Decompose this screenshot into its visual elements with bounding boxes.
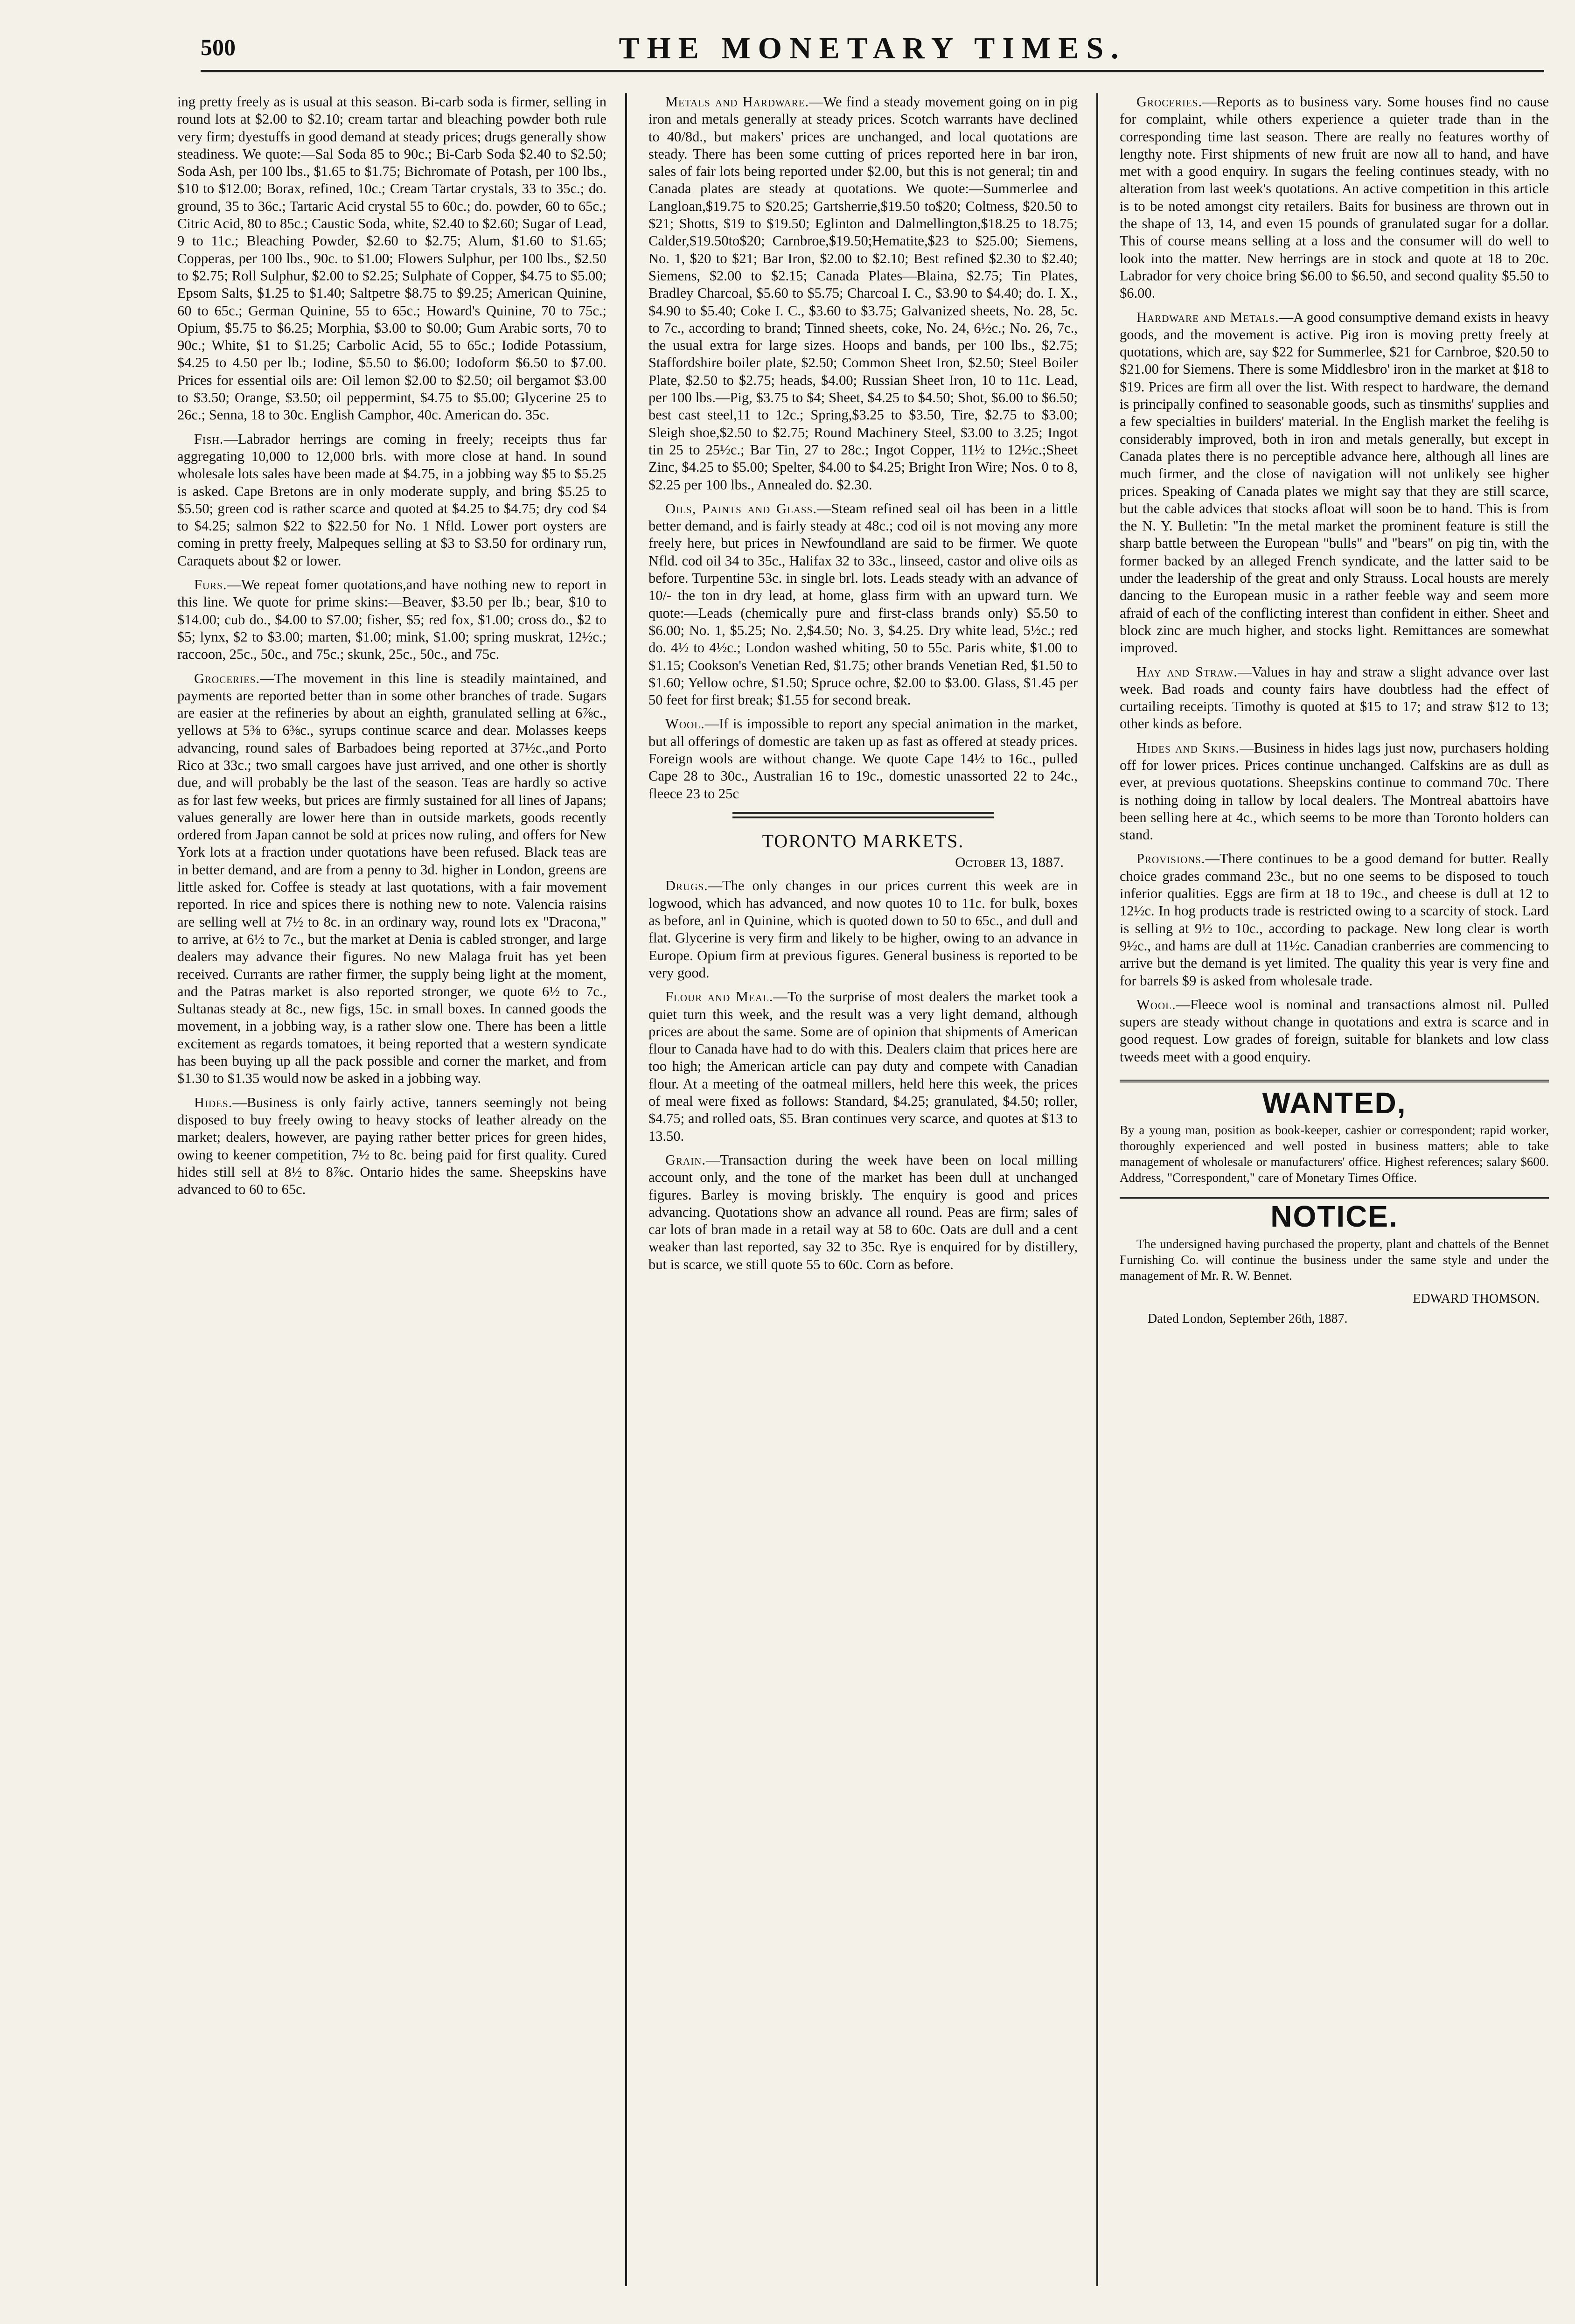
column-divider [1096, 93, 1098, 2286]
paragraph-groceries [177, 670, 606, 1088]
section-text: —Labrador herrings are coming in freely; receipts thus far aggregating 10,000 to 12,000 brls. with more close at hand. In sound wholesale lots sales have been made at $4.75, in a jobbing way $5 to $5.25 is asked. Cape Bretons are in only moderate supply, and bring $5.25 to $5.50; green cod is rather scarce and quoted at $4.25 to $4.75; dry cod $4 to $4.25; salmon $22 to $22.50 for No. 1 Nfld. Lower port oysters are coming in pretty freely, Malpeques selling at $3 to $3.50 for ordinary run, Caraquets about $2 or lower. [177, 431, 606, 569]
section-heading: Flour and Meal. [665, 989, 774, 1005]
paragraph-hides-skins [1120, 740, 1549, 844]
paragraph-grain [648, 1152, 1078, 1273]
section-heading: Grain. [665, 1152, 706, 1168]
section-text: —Fleece wool is nominal and transactions almost nil. Pulled supers are steady without change in quotations and extra is scarce and in good request. Low grades of foreign, suitable for blankets and low class tweeds meet with a good enquiry. [1120, 996, 1549, 1065]
paragraph-fish [177, 431, 606, 570]
section-text: —There continues to be a good demand for butter. Really choice grades command 23c., but no one seems to be disposed to touch inferior qualities. Eggs are firm at 18 to 19c., and cheese is dull at 12 to 12½c. In hog products trade is restricted owing to a scarcity of stock. Lard is selling at 9½ to 10c., according to package. New long clear is worth 9½c., and hams are dull at 11½c. Canadian cranberries are commencing to arrive but the demand is yet limited. The quality this year is very fine and for barrels $9 is asked from wholesale trade. [1120, 851, 1549, 989]
section-heading: Oils, Paints and Glass. [665, 500, 817, 516]
column-3 [1120, 93, 1549, 2286]
section-text: —We find a steady movement going on in pig iron and metals generally at steady prices. Scotch warrants have declined to 40/8d., but makers' prices are unchanged, and local quotations are steady. There has been some cutting of prices reported here in bar iron, sales of fair lots being reported under $2.00, but this is not general; tin and Canada plates are steady at quotations. We quote:—Summerlee and Langloan,$19.75 to $20.25; Gartsherrie,$19.50 to$20; Coltness, $20.50 to $21; Shotts, $19 to $19.50; Eglinton and Dalmellington,$18.25 to 18.75; Calder,$19.50to$20; Carnbroe,$19.50;Hematite,$23 to $25.00; Siemens, No. 1, $20 to $21; Bar Iron, $2.00 to $2.10; Best refined $2.30 to $2.40; Siemens, $2.00 to $2.15; Canada Plates—Blaina, $2.75; Tin Plates, Bradley Charcoal, $5.60 to $5.75; Charcoal I. C., $3.90 to $4.40; do. I. X., $4.90 to $5.40; Coke I. C., $3.60 to $3.75; Galvanized sheets, No. 28, 5c. to 7c., according to brand; Tinned sheets, coke, No. 24, 6½c.; No. 26, 7c., the usual extra for large sizes. Hoops and bands, per 100 lbs., $2.75; Staffordshire boiler plate, $2.50; Common Sheet Iron, $2.50; Steel Boiler Plate, $2.50 to $2.75; heads, $4.00; Russian Sheet Iron, 10 to 11c. Lead, per 100 lbs.—Pig, $3.75 to $4; Sheet, $4.25 to $4.50; Shot, $6.00 to $6.50; best cast steel,11 to 12c.; Spring,$3.25 to $3.50, Tire, $2.75 to $3.00; Sleigh shoe,$2.50 to $2.75; Round Machinery Steel, $3.00 to 3.25; Ingot tin 25 to 25½c.; Bar Tin, 27 to 28c.; Ingot Copper, 11½ to 12½c.;Sheet Zinc, $4.25 to $5.00; Spelter, $4.00 to $4.25; Bright Iron Wire; Nos. 0 to 8, $2.25 per 100 lbs., Annealed do. $2.30. [648, 94, 1078, 493]
ad-divider [1120, 1197, 1549, 1199]
section-heading: Hides and Skins. [1136, 740, 1240, 756]
section-text: —If is impossible to report any special animation in the market, but all offerings of domestic are taken up as fast as offered at steady prices. Foreign wools are without change. We quote Cape 14½ to 16c., pulled Cape 28 to 30c., Australian 16 to 19c., domestic unassorted 22 to 24c., fleece 23 to 25c [648, 716, 1078, 802]
paragraph-wool [648, 715, 1078, 802]
paragraph-flour [648, 988, 1078, 1145]
section-divider [732, 812, 994, 818]
section-heading: Groceries. [1136, 94, 1203, 110]
paragraph: ing pretty freely as is usual at this season. Bi-carb soda is firmer, selling in round lots at $2.00 to $2.10; cream tartar and bleaching powder both rule very firm; dyestuffs in good demand at steady prices; drugs generally show steadiness. We quote:—Sal Soda 85 to 90c.; Bi-Carb Soda $2.40 to $2.50; Soda Ash, per 100 lbs., $1.65 to $1.75; Bichromate of Potash, per 100 lbs., $10 to $12.00; Borax, refined, 10c.; Cream Tartar crystals, 33 to 35c.; do. ground, 35 to 36c.; Tartaric Acid crystal 55 to 60c.; do. powder, 60 to 65c.; Citric Acid, 80 to 85c.; Caustic Soda, white, $2.40 to $2.60; Sugar of Lead, 9 to 11c.; Bleaching Powder, $2.60 to $2.75; Alum, $1.60 to $1.65; Copperas, per 100 lbs., 90c. to $1.00; Flowers Sulphur, per 100 lbs., $2.50 to $2.75; Roll Sulphur, $2.00 to $2.25; Sulphate of Copper, $4.75 to $5.00; Epsom Salts, $1.25 to $1.40; Saltpetre $8.75 to $9.25; American Quinine, 60 to 65c.; German Quinine, 55 to 65c.; Howard's Quinine, 70 to 75c.; Opium, $5.75 to $6.25; Morphia, $3.00 to $0.00; Gum Arabic sorts, 70 to 90c.; White, $1 to $1.25; Carbolic Acid, 55 to 65c.; Iodide Potassium, $4.25 to 4.50 per lb.; Iodine, $5.50 to $6.00; Iodoform $6.50 to $7.00. Prices for essential oils are: Oil lemon $2.00 to $2.50; oil bergamot $3.00 to $3.50; Orange, $3.50; oil peppermint, $4.75 to $5.00; Glycerine 25 to 26c.; Senna, 18 to 30c. English Camphor, 40c. American do. 35c. [177, 94, 606, 423]
section-text: —The only changes in our prices current this week are in logwood, which has advanced, and now quotes 10 to 11c. for bulk, boxes as before, anl in Quinine, which is quoted down to 50 to 65c., and dull and flat. Glycerine is very firm and likely to be higher, owing to an advance in Europe. Opium firm at previous figures. General business is reported to be very good. [648, 878, 1078, 981]
section-text: —To the surprise of most dealers the market took a quiet turn this week, and the result was a very light demand, although prices are about the same. Some are of opinion that shipments of American flour to Canada have had to do with this. Dealers claim that prices here are too high; the American article can pay duty and compete with Canadian flour. At a meeting of the oatmeal millers, held here this week, the prices of meal were fixed as follows: Standard, $4.25; granulated, $4.50; roller, $4.75; and rolled oats, $5. Bran continues very scarce, and quotes at $13 to 13.50. [648, 989, 1078, 1144]
section-text: —The movement in this line is steadily maintained, and payments are reported better than in some other branches of trade. Sugars are easier at the refineries by about an eighth, granulated selling at 6⅞c., yellows at 5⅜ to 6⅜c., syrups continue scarce and dear. Molasses keeps advancing, round sales of Barbadoes being reported at 37½c.,and Porto Rico at 33c.; two small cargoes have just arrived, and one other is shortly due, and will probably be the last of the season. Teas are hardly so active as for last few weeks, but prices are firmly sustained for all lines of Japans; values generally are lower here than in outside markets, goods recently ordered from Japan cannot be sold at prices now ruling, and offers for New York lots at a fraction under quotations have been refused. Black teas are in better demand, and are from a penny to 3d. higher in London, greens are little asked for. Coffee is steady at last quotations, with a fair movement reported. In rice and spices there is nothing new to note. Valencia raisins are selling well at 7½ to 8c. in an ordinary way, round lots ex "Dracona," to arrive, at 6½ to 7c., but the market at Denia is cabled stronger, and large dealers may advance their figures. No new Malaga fruit has yet been received. Currants are rather firmer, the supply being light at the moment, and the Patras market is also reported stronger, we quote 6½ to 7c., Sultanas steady at 8c., new figs, 15c. in small boxes. In canned goods the movement, in a jobbing way, is a rather slow one. There has been a little excitement as regards tomatoes, it being reported that a western syndicate has been buying up all the pack possible and corner the market, and from $1.30 to $1.35 would now be asked in a jobbing way. [177, 670, 606, 1087]
paragraph-provisions [1120, 850, 1549, 989]
paragraph-hides [177, 1094, 606, 1199]
section-text: —Steam refined seal oil has been in a little better demand, and is fairly steady at 48c.; cod oil is not moving any more freely here, but prices in Newfoundland are said to be firmer. We quote Nfld. cod oil 34 to 35c., Halifax 32 to 33c., linseed, castor and olive oils as before. Turpentine 53c. in single brl. lots. Leads steady with an advance of 10/- the ton in dry lead, at home, glass firm with an upward turn. We quote:—Leads (chemically pure and first-class brands only) $5.50 to $6.00; No. 1, $5.25; No. 2,$4.50; No. 3, $4.25. Dry white lead, 5½c.; red do. 4½ to 4½c.; London washed whiting, 50 to 55c. Paris white, $1.00 to $1.15; Cookson's Venetian Red, $1.75; other brands Venetian Red, $1.50 to $1.60; Yellow ochre, $1.50; Spruce ochre, $2.00 to $3.00. Glass, $1.45 per 50 feet for first break; $1.55 for second break. [648, 500, 1078, 708]
notice-heading: NOTICE. [1270, 1200, 1398, 1234]
paragraph-drugs [648, 877, 1078, 982]
toronto-markets-title: TORONTO MARKETS. [762, 830, 964, 851]
page-header [201, 28, 1544, 72]
dateline: October 13, 1887. [955, 854, 1064, 871]
notice-date: Dated London, September 26th, 1887. [1148, 1311, 1348, 1326]
section-heading: Hides. [194, 1094, 233, 1110]
section-heading: Groceries. [194, 670, 260, 686]
paragraph-hardware [1120, 309, 1549, 657]
section-heading: Metals and Hardware. [665, 94, 809, 110]
notice-advertisement [1120, 1200, 1549, 1327]
paragraph-oils [648, 500, 1078, 709]
masthead-title: THE MONETARY TIMES. [619, 31, 1126, 65]
paragraph-metals [648, 93, 1078, 494]
article-columns [177, 93, 1549, 2286]
section-heading: Wool. [665, 716, 705, 732]
section-text: —We repeat fomer quotations,and have nothing new to report in this line. We quote for prime skins:—Beaver, $3.50 per lb.; bear, $10 to $14.00; cub do., $4.00 to $7.00; fisher, $5; red fox, $1.00; cross do., $2 to $5; lynx, $2 to $3.00; marten, $1.00; mink, $1.00; spring muskrat, 12½c.; raccoon, 25c., 50c., and 75c.; skunk, 25c., 50c., and 75c. [177, 577, 606, 663]
paragraph-wool-toronto [1120, 996, 1549, 1066]
section-heading: Wool. [1136, 996, 1176, 1012]
wanted-advertisement [1120, 1080, 1549, 1186]
paragraph-hay [1120, 663, 1549, 733]
section-heading: Furs. [194, 577, 227, 593]
section-text: —Transaction during the week have been on local milling account only, and the tone of the market has been dull at unchanged figures. Barley is moving briskly. The enquiry is good and prices advancing. Quotations show an advance all round. Peas are firm; sales of car lots of bran made in a retail way at 58 to 60c. Oats are dull and a cent weaker than last reported, say 32 to 35c. Rye is enquired for by distillery, but is scarce, we still quote 55 to 60c. Corn as before. [648, 1152, 1078, 1272]
column-1 [177, 93, 606, 2286]
column-divider [625, 93, 627, 2286]
section-text: —Business is only fairly active, tanners seemingly not being disposed to buy freely owing to heavy stocks of leather already on the market; dealers, however, are paying rather better prices for green hides, owing to keener competition, 7½ to 8c. being paid for first quality. Cured hides still sell at 8½ to 8⅞c. Ontario hides the same. Sheepskins have advanced to 60 to 65c. [177, 1094, 606, 1198]
wanted-text: By a young man, position as book-keeper, cashier or correspondent; rapid worker, thoroughly experienced and well posted in business matters; able to take management of wholesale or manufacturers' office. Highest references; salary $600. Address, "Correspondent," care of Monetary Times Office. [1120, 1123, 1549, 1185]
section-text: —Values in hay and straw a slight advance over last week. Bad roads and county fairs have doubtless had the effect of curtailing receipts. Timothy is quoted at $15 to 17; and straw $12 to 13; other kinds as before. [1120, 663, 1549, 732]
section-heading: Provisions. [1136, 851, 1206, 867]
section-heading: Drugs. [665, 878, 708, 894]
notice-signature: EDWARD THOMSON. [1413, 1291, 1540, 1306]
notice-text: The undersigned having purchased the property, plant and chattels of the Bennet Furnishing Co. will continue the business under the same style and under the management of Mr. R. W. Bennet. [1120, 1236, 1549, 1283]
section-heading: Hay and Straw. [1136, 663, 1238, 680]
section-heading: Fish. [194, 431, 224, 447]
section-text: —A good consumptive demand exists in heavy goods, and the movement is active. Pig iron is moving pretty freely at quotations, which are, say $22 for Summerlee, $21 for Carnbroe, $20.50 to $21.00 for Siemens. There is some Middlesbro' iron in the market at $18 to $19. Prices are firm all over the list. With respect to hardware, the demand is principally confined to seasonable goods, such as tinsmiths' supplies and a few specialties in builders' material. In the English market the feelihg is considerably improved, both in iron and metals generally, but except in Canada plates there is no perceptible advance here, although all lines are much firmer, and the close of navigation will not unlikely see higher prices. Speaking of Canada plates we might say that they are still scarce, but the cable advices that stocks afloat will soon be to hand. This is from the N. Y. Bulletin: "In the metal market the prominent feature is still the sharp battle between the European "bulls" and "bears" on pig tin, with the former backed by an alleged French syndicate, and the latter said to be under the leadership of the great and only Strauss. Local housts are merely dancing to the European music in a rather feeble way and seem more afraid of each of the conflicting interest than confident in either. Sheet and block zinc are much higher, and stocks light. Remittances are somewhat improved. [1120, 309, 1549, 656]
page-number: 500 [201, 34, 236, 60]
section-text: —Reports as to business vary. Some houses find no cause for complaint, while others experience a quieter trade than in the corresponding time last season. There are really no features worthy of lengthy note. First shipments of new fruit are now all to hand, and have met with a good enquiry. In sugars the feeling continues steady, with no alteration from last week's quotations. An active competition in this article is to be noted amongst city retailers. Baits for business are thrown out in the shape of 13, 14, and even 15 pounds of granulated sugar for a dollar. This of course means selling at a loss and the consumer will do well to look into the matter. New herrings are in stock and quote at 18 to 20c. Labrador for very choice bring $6.00 to $6.50, and second quality $5.50 to $6.00. [1120, 94, 1549, 301]
section-heading: Hardware and Metals. [1136, 309, 1279, 325]
paragraph-groceries-toronto [1120, 93, 1549, 302]
paragraph-furs [177, 576, 606, 663]
section-text: —Business in hides lags just now, purchasers holding off for lower prices. Prices continue unchanged. Calfskins are as dull as ever, at previous quotations. Sheepskins continue to command 70c. There is nothing doing in tallow by local dealers. The Montreal abattoirs have been selling here at 4c., which seems to be more than Toronto holders can stand. [1120, 740, 1549, 843]
wanted-heading: WANTED, [1262, 1086, 1407, 1120]
column-2 [648, 93, 1078, 2286]
